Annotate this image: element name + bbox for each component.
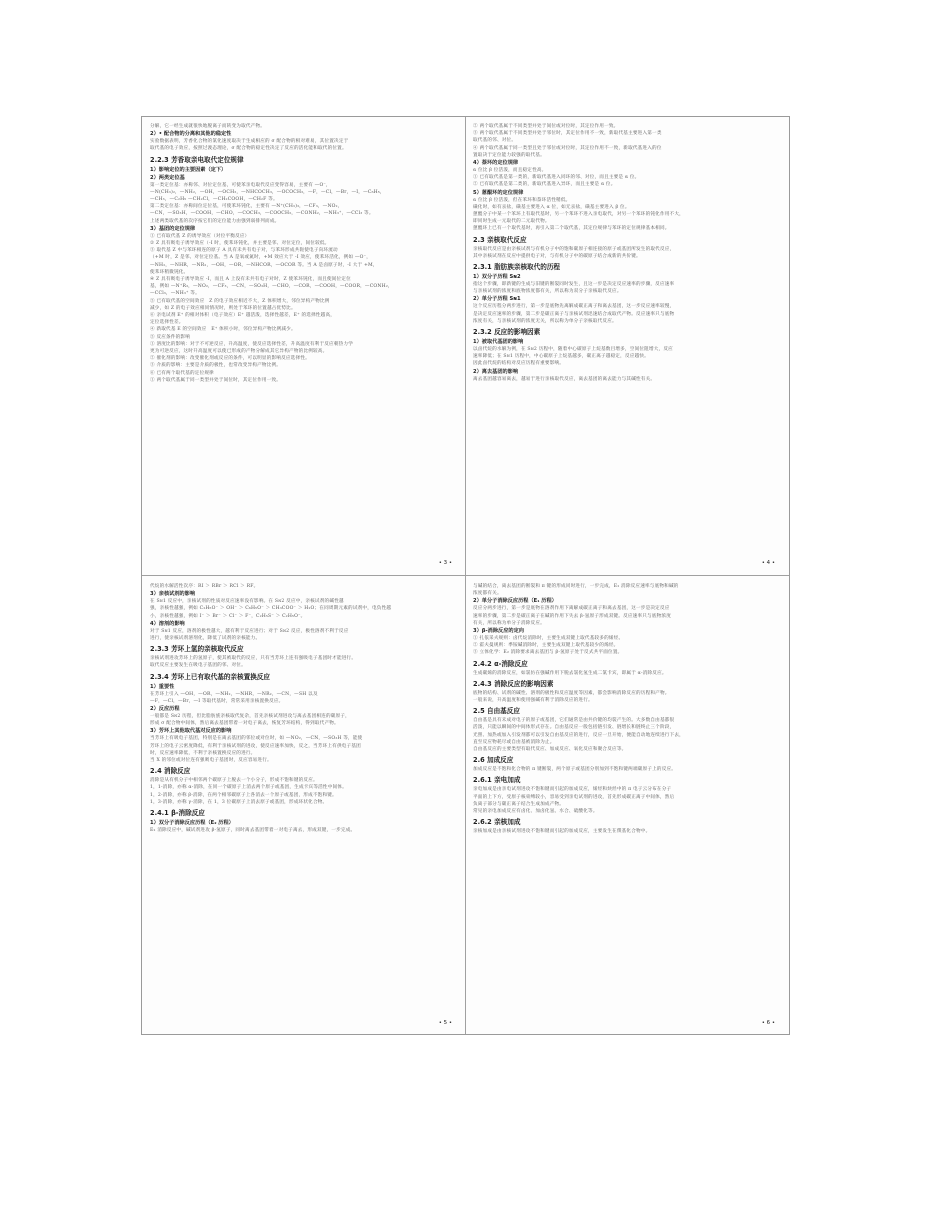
subsection-heading: 3）亲核试剂的影响 — [150, 591, 196, 598]
text-line: 实验数据表明，芳香化合物的氯化速度取决于生成相应的 σ 配合物的相对难易，其位置决定于 — [150, 139, 349, 145]
text-line: 离去基团越容易离去，越易于进行亲核取代反应，离去基团的离去能力与其碱性有关。 — [473, 376, 656, 382]
text-line: 平面的上下方，受原子核束缚较小，容易受到亲电试剂的进攻，首先形成碳正离子中间体，然后 — [473, 794, 675, 800]
text-line: 形成 σ 配合物中间体，然后离去基团带着一对电子离去，恢复芳环结构，得到取代产物。 — [150, 721, 339, 727]
text-line: —CCl₃，—NH₃⁺ 等。 — [150, 291, 200, 297]
text-line: 小，亲核性越强，例如 I⁻ ＞ Br⁻ ＞ Cl⁻ ＞ F⁻，C₂H₅S⁻ ＞ C₂H₅O⁻。 — [150, 613, 306, 619]
text-line: ② 霍夫曼规则：季铵碱消除时，主要生成双键上取代基较少的烯烃。 — [473, 643, 619, 649]
text-line: 一般都是 Sɴ2 历程，但比脂肪族亲核取代复杂，首先亲核试剂进攻与离去基团相连的碳原子， — [150, 714, 350, 720]
text-line: 其中亲核试剂在反应中提供电子对，与有机分子中的碳原子结合成新的共价键。 — [473, 253, 641, 259]
text-line: ① 溶度比的影响：对于不可逆反应，升高温度，使反应选择性差，升高温度有利于反应朝热力学 — [150, 341, 354, 347]
text-line: 第一类定位基：亦称邻、对位定位基，可使苯亲电取代反应变得容易，主要有 —O⁻， — [150, 182, 331, 188]
text-line: —CN，—SO₃H，—COOH，—CHO，—COCH₃，—COOCH₃，—CONH₂，—NH₃⁺，—CCl₃ 等。 — [150, 211, 374, 217]
text-line: 芳环上的电子云密度降低，有利于亲核试剂的进攻，使反应速率加快，反之，当芳环上有供电子基团 — [150, 743, 361, 749]
text-line: 因此卤代烷的结构对反应历程有重要影响。 — [473, 361, 565, 367]
text-line: 活泼，只能以瞬间的中间体形式存在。自由基反应一般包括链引发、链增长和链终止三个阶段， — [473, 725, 675, 731]
page-number: • 3 • — [438, 559, 452, 566]
text-line: —CH₃，—C₂H₅ —CH₂Cl，—CH₂COOH，—CH₂F 等。 — [150, 197, 278, 203]
text-line: 蒽醌分子中某一个苯环上有取代基时，另一个苯环不进入亲电取代，对另一个苯环的钝化作用不大， — [473, 212, 684, 218]
section-heading: 2.4 消除反应 — [150, 767, 191, 776]
page-content — [473, 583, 779, 1029]
text-line: ⑥ 已有两个取代基的定位规律 — [150, 370, 214, 376]
text-line: 即同时生成一元取代的二元取代物。 — [473, 219, 550, 225]
text-line: 浓度都有关。 — [473, 591, 502, 597]
document-page-6 — [473, 583, 779, 1029]
section-heading: 2.4.2 α-消除反应 — [473, 659, 528, 668]
text-line: 分解，它一经生成就很快地脱离子而转变为取代产物。 — [150, 124, 266, 129]
subsection-heading: 1）影响定位的主要因素（定下） — [150, 166, 227, 173]
subsection-heading: 3）基团的定位规律 — [150, 225, 196, 232]
text-line: ② Z 具有吸电子诱导效应（-I 时，使苯环钝化，并主要是邻、对位定位，间位较低。 — [150, 241, 330, 247]
text-line: ③ 介质的影响：主要是介质的极性，也常改变异构产物比例。 — [150, 363, 282, 369]
text-line: 代烷的水解活性次序：RI ＞ RBr ＞ RCl ＞ RF。 — [150, 584, 259, 589]
section-heading: 2.4.3 消除反应的影响因素 — [473, 679, 554, 688]
text-line: 速率的步骤，第二步是碳正离子在碱的作用下失去 β-氢原子形成双键。反应速率只与底物浓度 — [473, 613, 672, 619]
text-line: 在芳环上引入 —OH，—OR，—NH₂，—NHR，—NR₂，—CN，—SH 以及 — [150, 691, 318, 697]
text-line: 这个反应历程分两步进行，第一步是底物先离解成碳正离子和离去基团，这一步反应速率较慢， — [473, 304, 675, 310]
text-line: 当芳环上有吸电子基团，特别是在离去基团的邻位或对位时，如 —NO₂，—CN，—SO₃H 等，能使 — [150, 736, 363, 742]
text-line: α 位比 β 位活泼，但在苯环和萘环活性稍低。 — [473, 197, 571, 203]
text-line: 取代基的电子效应，按照过渡态理论，σ 配合物的稳定性决定了反应的活化能和取代的位置。 — [150, 146, 347, 152]
text-line: 反应分两步进行，第一步是底物在溶剂作用下离解成碳正离子和离去基团，这一步是决定反应 — [473, 606, 670, 612]
text-line: —NH₂，—NHR，—NR₂，—OH，—OR，—NHCOR，—OCOR 等。当 A 是卤原子时，-I 大于 +M， — [150, 262, 378, 268]
text-line: 基，例如 —N⁺R₃，—NO₂，—CF₃，—CN，—SO₃H，—CHO，—COR，—COOH，—COOR，—CONH₂， — [150, 284, 393, 290]
page-number: • 5 • — [438, 1019, 452, 1026]
text-line: ④ 两个取代基属于同一类型且处于邻位或对位时，其定位作用不一致，新取代基进入的位 — [473, 145, 662, 151]
text-line: 生成碳烯的消除反应，如氯仿在强碱作用下脱去氯化氢生成二氯卡宾，即属于 α-消除反应。 — [473, 670, 667, 676]
text-line: 亲电加成是由亲电试剂进攻不饱和键而引起的加成反应，烯烃和炔烃中的 π 电子云分布在分子 — [473, 787, 672, 793]
subsection-heading: 1）双分子消除反应历程（E₂ 历程） — [150, 820, 234, 827]
document-page-4 — [473, 123, 779, 569]
text-line: 1，2-消除，亦称 β-消除，在两个相邻碳原子上各消去一个原子或基团，形成不饱和键。 — [150, 792, 337, 798]
text-line: 消除是从有机分子中相邻两个碳原子上脱去一个小分子，形成不饱和键的反应。 — [150, 778, 318, 784]
page-number: • 6 • — [761, 1019, 775, 1026]
page-divider-horizontal — [142, 575, 789, 576]
section-heading: 2.3.3 芳环上氢的亲核取代反应 — [150, 645, 244, 654]
text-line: 指这个步骤，即新键的生成与旧键的断裂同时发生，且这一步是决定反应速率的步骤，反应速率 — [473, 282, 675, 288]
text-line: 是决定反应速率的步骤，第二步是碳正离子与亲核试剂迅速结合成取代产物。反应速率只与底物 — [473, 311, 675, 317]
text-line: 取代反应主要发生在吸电子基团的邻、对位。 — [150, 663, 246, 669]
text-line: 置取决于定位能力较强的取代基。 — [473, 152, 545, 158]
subsection-heading: 2）• 配合物的分离和其他的稳定性 — [150, 131, 232, 138]
text-line: 当 X 的邻位或对位连有强吸电子基团时，反应容易进行。 — [150, 758, 272, 764]
page-number: • 4 • — [761, 559, 775, 566]
text-line: 自由基反应的主要类型有取代反应、加成反应、氧化反应和聚合反应等。 — [473, 747, 627, 753]
text-line: α 位比 β 位活泼，而且稳定性高。 — [473, 168, 547, 174]
text-line: 1，3-消除，亦称 γ-消除，在 1，3 位碳原子上消去原子或基团，形成环状化合物。 — [150, 799, 328, 805]
text-line: 取代基的邻、对位。 — [473, 138, 517, 144]
text-line: 与碱的结合，离去基团的断裂和 π 键的形成同时进行，一步完成，E₂ 消除反应速率与底物和碱的 — [473, 584, 679, 589]
text-line: 亲核加成是由亲核试剂进攻不饱和键而引起的加成反应，主要发生在羰基化合物中。 — [473, 829, 651, 835]
subsection-heading: 2）两类定位基 — [150, 174, 185, 181]
text-line: 有关，所以称为单分子消除反应。 — [473, 620, 545, 626]
subsection-heading: 2）离去基团的影响 — [473, 368, 519, 375]
scanned-document-sheet — [141, 116, 790, 1035]
subsection-heading: 3）β-消除反应的定向 — [473, 628, 524, 635]
text-line: ④ 新取代基 E 的空间效应 E⁺ 体积小时，邻位异构产物比例减少。 — [150, 327, 296, 333]
document-page-5 — [150, 583, 456, 1029]
text-line: （+M 时，Z 是邻、对位定位基。当 A 是氧或氮时，+M 效应大于 -I 效应，使苯环活化，例如 —O⁻， — [150, 255, 372, 261]
text-line: ① 两个取代基属于同一类型并处于间位时，其定位作用一致。 — [150, 377, 282, 383]
section-heading: 2.3.1 脂肪族亲核取代的历程 — [473, 263, 561, 272]
text-line: 一般来说，升高温度和使用强碱有利于消除反应的进行。 — [473, 698, 593, 704]
section-heading: 2.5 自由基反应 — [473, 707, 520, 716]
text-line: 减少，如 Z 的电子效应相同情况时，则处于苯环的位置越占优势比。 — [150, 305, 296, 311]
text-line: 使苯环稍微钝化。 — [150, 269, 189, 275]
subsection-heading: 2）单分子历程 Sɴ1 — [473, 296, 521, 303]
text-line: 蒽醌环上已有一个取代基时，再引入第二个取代基，其定位规律与苯环的定位规律基本相同。 — [473, 226, 670, 232]
subsection-heading: 5）蒽醌环的定位规律 — [473, 189, 524, 196]
section-heading: 2.4.1 β-消除反应 — [150, 809, 205, 818]
text-line: 与亲核试剂的浓度和底物浓度都有关，所以称为双分子亲核取代反应。 — [473, 289, 622, 295]
text-line: ③ 立体化学：E₂ 消除要求离去基团与 β-氢原子处于反式共平面位置。 — [473, 650, 623, 656]
text-line: ① 已有取代基 Z 的诱导效应（对位平衡反应） — [150, 233, 250, 239]
text-line: E₂ 消除反应中，碱试剂进攻 β-氢原子，同时离去基团带着一对电子离去，形成双键，一步完成。 — [150, 828, 356, 834]
text-line: ④ Z 具有吸电子诱导效应 -I，而且 A 上没有未共有电子对时，Z 使苯环钝化，而且使间位定位 — [150, 277, 351, 283]
page-content — [473, 123, 779, 569]
text-line: 1，1-消除，亦称 α-消除，在同一个碳原子上消去两个原子或基团，生成卡宾等活性中间体。 — [150, 785, 347, 791]
text-line: 定位选择性差。 — [150, 320, 184, 326]
text-line: 负离子部分与碳正离子结合生成加成产物。 — [473, 801, 565, 807]
text-line: 对于 Sɴ1 反应，溶剂的极性越大，越有利于反应进行；对于 Sɴ2 反应，极性溶剂不利于反应 — [150, 628, 349, 634]
text-line: 第二类定位基：亦称间位定位基，可使苯环钝化，主要有 —N⁺(CH₃)₃，—CF₃，—NO₂， — [150, 204, 343, 210]
section-heading: 2.3.4 芳环上已有取代基的亲核置换反应 — [150, 672, 270, 681]
text-line: 直至反应物耗尽或自由基被消除为止。 — [473, 739, 555, 745]
subsection-heading: 1）重要性 — [150, 683, 175, 690]
text-line: 进行，使亲核试剂溶剂化，降低了试剂的亲核能力。 — [150, 636, 261, 642]
text-line: ⑤ 反应条件的影响 — [150, 334, 191, 340]
subsection-heading: 3）芳环上其他取代基对反应的影响 — [150, 728, 232, 735]
text-line: ② 已有取代基是第二类的，新取代基进入异环，而且主要是 α 位。 — [473, 182, 616, 188]
text-line: 光照、加热或加入引发剂都可以引发自由基反应的进行，反应一旦开始，便能自动地连续进行下去， — [473, 732, 684, 738]
text-line: —N(CH₃)₂，—NH₂，—OH，—OCH₃，—NHCOCH₃，—OCOCH₃，—F，—Cl，—Br，—I，—C₆H₅， — [150, 189, 385, 195]
text-line: 上述两类取代基的次序按它们的定位能力由强到弱排列而成。 — [150, 218, 280, 224]
text-line: 常见的亲电加成反应有卤化、加卤化氢、水合、硫酸化等。 — [473, 809, 598, 815]
text-line: —F，—Cl，—Br，—I 等取代基时，常常采用亲核置换反应。 — [150, 698, 284, 704]
text-line: ② 两个取代基属于不同类型并处于间位或对位时，其定位作用一致。 — [473, 124, 619, 129]
section-heading: 2.3 亲核取代反应 — [473, 235, 527, 244]
subsection-heading: 1）双分子历程 Sɴ2 — [473, 274, 521, 281]
text-line: ③ 取代基 Z 中与苯环相连的原子 A 具有未共有电子对，与苯环形成共轭使电子向环流动 — [150, 248, 338, 254]
text-line: 亲核试剂进攻芳环上的氢原子，使其被取代的反应，只有当芳环上连有强吸电子基团时才能进行。 — [150, 656, 357, 662]
text-line: 更为可逆反应，这时升高温度可以使已形成的产物分解成其它异构产物的比例较高。 — [150, 349, 328, 355]
page-content — [150, 123, 456, 569]
text-line: ⑥ 亲电试剂 E⁺ 的相对体积（电子效应）E⁺ 越活泼，选择性越差，E⁺ 的选择性越高， — [150, 313, 336, 319]
subsection-heading: 2）单分子消除反应历程（E₁ 历程） — [473, 598, 557, 605]
text-line: ⑤ 已有取代基的空间效应 Z 的电子效应相近不大，Z 体积增大，邻位异构产物比例 — [150, 298, 330, 304]
text-line: 时，反应速率降低，不利于亲核置换反应的进行。 — [150, 750, 256, 756]
text-line: 底物的结构、试剂的碱性、溶剂的极性和反应温度等因素，都会影响消除反应的历程和产物。 — [473, 690, 670, 696]
page-content — [150, 583, 456, 1029]
text-line: 磺化时，如有汞盐，磺基主要进入 α 位，如无汞盐，磺基主要进入 β 位。 — [473, 204, 630, 210]
text-line: ② 催化剂的影响：改变催化剂或反应的条件，可以明显的影响反应选择性。 — [150, 356, 310, 362]
text-line: 加成反应是不饱和化合物的 π 键断裂，两个原子或基团分别加到不饱和键两端碳原子上的反应。 — [473, 767, 677, 773]
section-heading: 2.6 加成反应 — [473, 756, 514, 765]
section-heading: 2.6.1 亲电加成 — [473, 776, 521, 785]
subsection-heading: 4）溶剂的影响 — [150, 620, 185, 627]
subsection-heading: 2）反应历程 — [150, 706, 180, 713]
text-line: ③ 两个取代基属于不同类型并处于邻位时，其定位作用不一致，新取代基主要进入第一类 — [473, 131, 662, 137]
text-line: 在 Sɴ1 反应中，亲核试剂的性质对反应速率没有影响。在 Sɴ2 反应中，亲核试剂的碱性越 — [150, 599, 344, 605]
text-line: 亲核取代反应是由亲核试剂与有机分子中的饱和碳原子相连接的原子或基团所发生的取代反应， — [473, 246, 675, 252]
text-line: ① 已有取代基是第一类的，新取代基进入同环的邻、对位，而且主要是 α 位。 — [473, 175, 640, 181]
text-line: 速率降低；在 Sɴ1 历程中，中心碳原子上烷基越多，碳正离子越稳定，反应越快。 — [473, 354, 649, 360]
section-heading: 2.6.2 亲核加成 — [473, 818, 521, 827]
section-heading: 2.2.3 芳香取亲电取代定位规律 — [150, 155, 244, 164]
section-heading: 2.3.2 反应的影响因素 — [473, 328, 541, 337]
text-line: ① 扎依采夫规则：卤代烷消除时，主要生成双键上取代基较多的烯烃。 — [473, 636, 624, 642]
subsection-heading: 1）被取代基团的影响 — [473, 339, 524, 346]
text-line: 以卤代烷的水解为例，在 Sɴ2 历程中，随着中心碳原子上烷基数目增多，空间位阻增大，反应 — [473, 347, 673, 353]
text-line: 强，亲核性越强，例如 C₂H₅O⁻ ＞ OH⁻ ＞ C₆H₅O⁻ ＞ CH₃COO⁻ ＞ H₂O；在同周期元素的试剂中，电负性越 — [150, 606, 392, 612]
subsection-heading: 4）萘环的定位规律 — [473, 160, 519, 167]
document-page-3 — [150, 123, 456, 569]
text-line: 自由基是具有未成对电子的原子或基团，它们通常是由共价键的均裂产生的。大多数自由基都很 — [473, 718, 675, 724]
text-line: 浓度有关，与亲核试剂的浓度无关，所以称为单分子亲核取代反应。 — [473, 318, 617, 324]
